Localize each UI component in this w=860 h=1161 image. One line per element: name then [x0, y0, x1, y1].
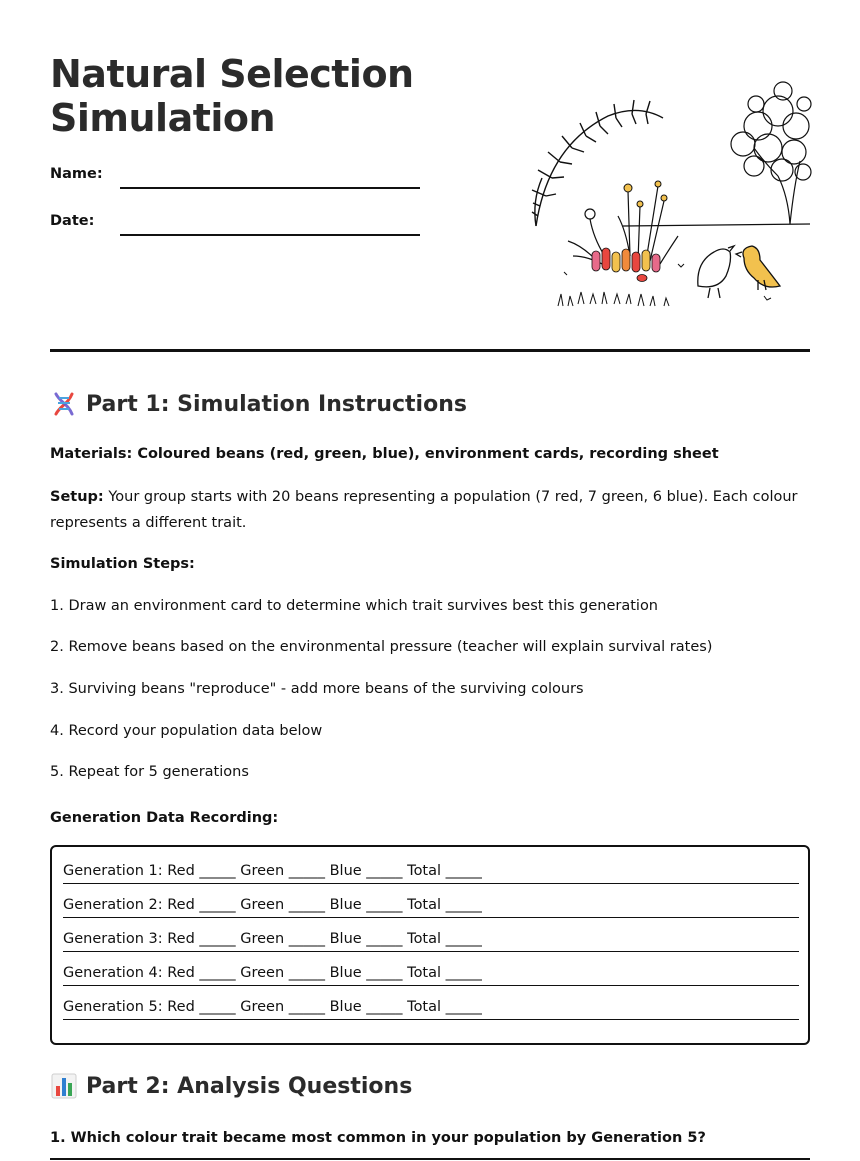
setup-label: Setup:: [50, 489, 104, 505]
fern-illustration: [532, 100, 663, 226]
step-item: 1. Draw an environment card to determine which trait survives best this generation: [50, 598, 659, 614]
part1-heading-text: Part 1: Simulation Instructions: [86, 391, 467, 417]
generation-row[interactable]: Generation 3: Red _____ Green _____ Blue _____ Total _____: [63, 927, 799, 952]
generation-row[interactable]: Generation 4: Red _____ Green _____ Blue _____ Total _____: [63, 961, 799, 986]
step-item: 4. Record your population data below: [50, 723, 323, 739]
bar-chart-icon: [50, 1072, 78, 1100]
setup-text: Your group starts with 20 beans representing a population (7 red, 7 green, 6 blue). Each colour represents a different trait.: [50, 489, 798, 531]
question-1: 1. Which colour trait became most common in your population by Generation 5?: [50, 1130, 706, 1146]
step-item: 5. Repeat for 5 generations: [50, 764, 249, 780]
generation-row[interactable]: Generation 5: Red _____ Green _____ Blue _____ Total _____: [63, 995, 799, 1020]
date-label: Date:: [50, 213, 95, 229]
title-line-1: Natural Selection: [50, 52, 414, 96]
generation-row[interactable]: Generation 2: Red _____ Green _____ Blue _____ Total _____: [63, 893, 799, 918]
header-divider: [50, 349, 810, 352]
page-title: [50, 52, 470, 140]
beans-illustration: [592, 248, 660, 282]
generation-data-box: [50, 845, 810, 1045]
steps-heading: Simulation Steps:: [50, 556, 195, 572]
generation-row[interactable]: Generation 1: Red _____ Green _____ Blue _____ Total _____: [63, 859, 799, 884]
step-item: 2. Remove beans based on the environmental pressure (teacher will explain survival rates): [50, 639, 713, 655]
grass-illustration: [558, 264, 771, 306]
dna-icon: [50, 390, 78, 418]
materials-text: Materials: Coloured beans (red, green, blue), environment cards, recording sheet: [50, 446, 719, 462]
part2-heading: [50, 1072, 412, 1100]
recording-heading: Generation Data Recording:: [50, 810, 279, 826]
tree-illustration: [731, 82, 811, 224]
nature-illustration: [528, 66, 813, 321]
part1-heading: [50, 390, 467, 418]
bird-illustration-left: [698, 246, 734, 298]
date-field[interactable]: [120, 234, 420, 236]
name-field[interactable]: [120, 187, 420, 189]
setup-paragraph: [50, 484, 810, 536]
answer-field-1[interactable]: [50, 1158, 810, 1160]
flower-heads: [624, 181, 667, 207]
bird-illustration-right: [736, 246, 780, 290]
title-line-2: Simulation: [50, 96, 276, 140]
step-item: 3. Surviving beans "reproduce" - add more beans of the surviving colours: [50, 681, 584, 697]
part2-heading-text: Part 2: Analysis Questions: [86, 1073, 413, 1099]
name-label: Name:: [50, 166, 103, 182]
